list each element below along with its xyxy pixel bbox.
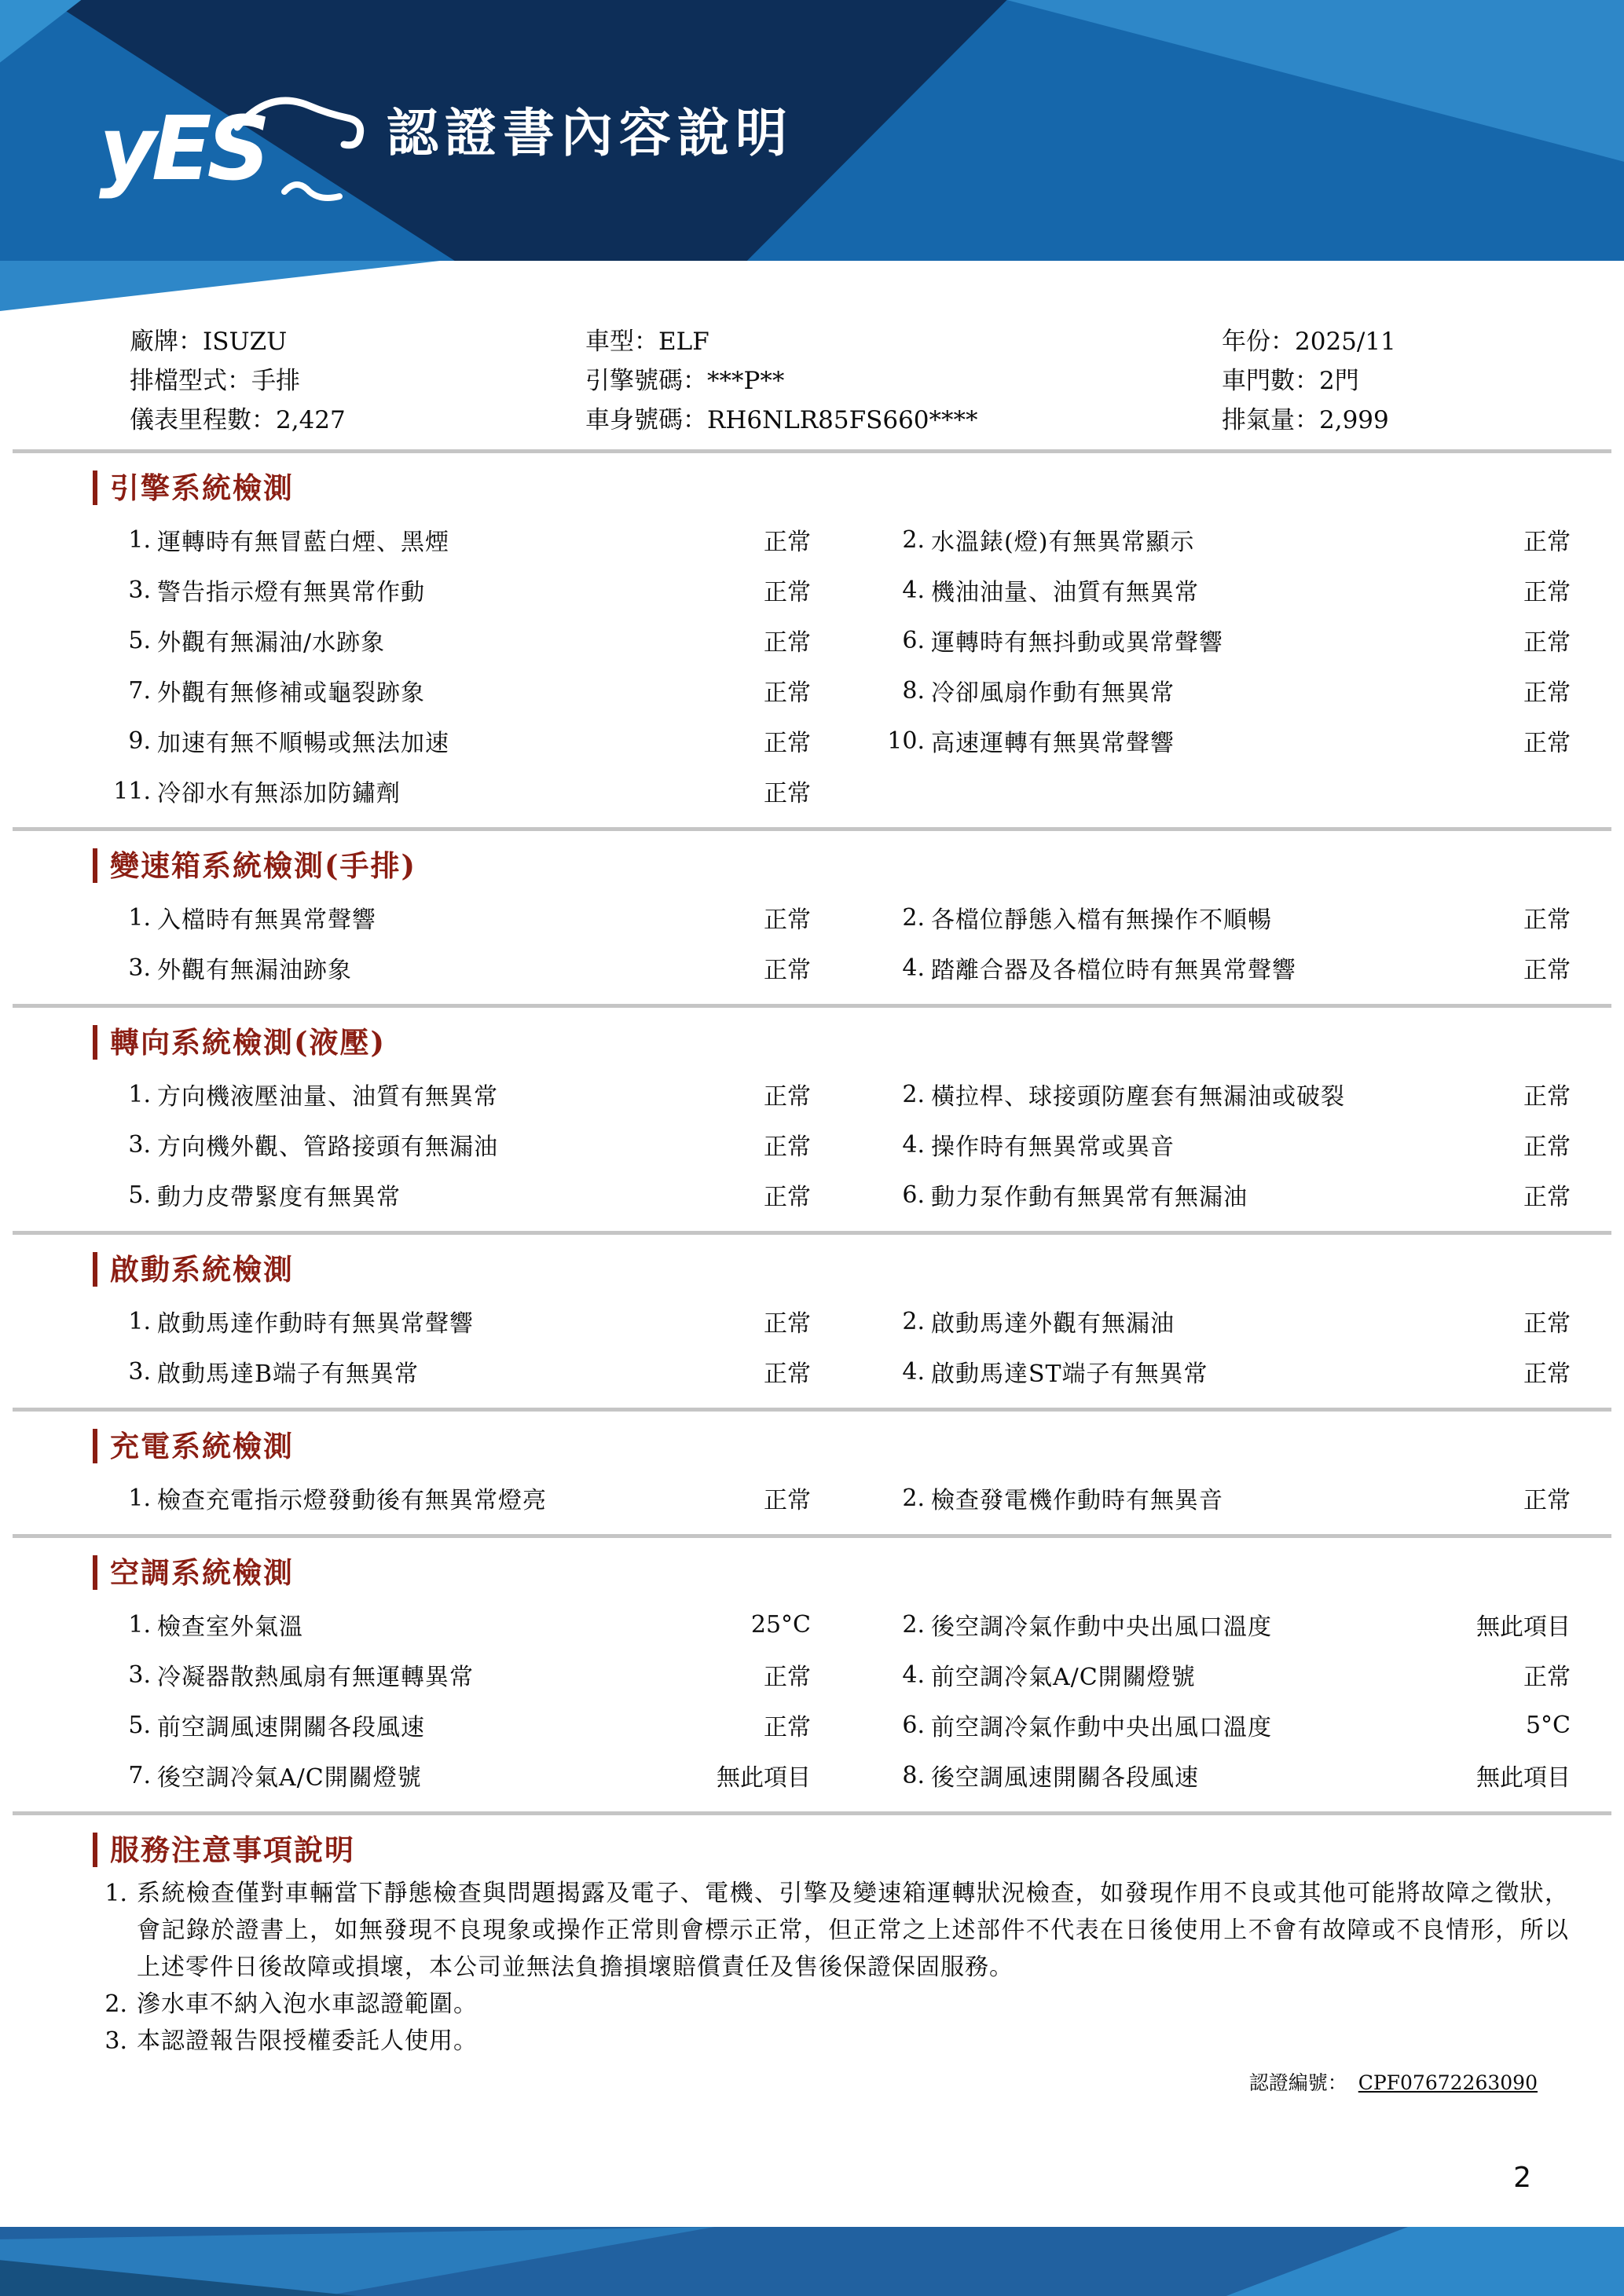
vehicle-info-field [1222, 401, 1624, 440]
section-divider [13, 1004, 1611, 1008]
checklist-row [0, 892, 1624, 943]
item-status: 正常 [764, 1310, 811, 1338]
item-text: 各檔位靜態入檔有無操作不順暢 [931, 906, 1272, 934]
item-number: 3. [128, 1130, 151, 1159]
checklist-row [0, 1750, 1624, 1800]
item-status: 正常 [764, 579, 811, 606]
page-header [0, 0, 1624, 311]
vehicle-info-field [130, 322, 585, 361]
item-number: 2. [902, 1610, 925, 1639]
section-divider [13, 1534, 1611, 1538]
vehicle-info-field [130, 361, 585, 401]
item-text: 前空調冷氣A/C開關燈號 [931, 1664, 1196, 1691]
item-number: 3. [128, 1661, 151, 1689]
item-text: 踏離合器及各檔位時有無異常聲響 [931, 957, 1296, 984]
item-text: 外觀有無修補或龜裂跡象 [157, 679, 425, 707]
item-number: 3. [128, 576, 151, 604]
checklist-row [0, 766, 1624, 816]
yes-logo [99, 79, 374, 215]
vehicle-info-field [585, 361, 1222, 401]
section-divider [13, 1811, 1611, 1815]
item-number: 5. [128, 1711, 151, 1739]
section-title: 充電系統檢測 [93, 1429, 1624, 1463]
item-status: 無此項目 [717, 1764, 811, 1792]
checklist-row [0, 665, 1624, 716]
field-label: 引擎號碼： [585, 367, 707, 395]
item-number: 5. [128, 1181, 151, 1209]
checklist-row [0, 1346, 1624, 1397]
field-value: 2025/11 [1295, 328, 1396, 356]
item-number: 1. [128, 525, 151, 554]
item-number: 2. [902, 1484, 925, 1512]
item-number: 3. [128, 954, 151, 982]
vehicle-info-field [1222, 322, 1624, 361]
item-text: 啟動馬達B端子有無異常 [157, 1360, 420, 1388]
note-item [93, 2023, 1569, 2060]
item-status: 正常 [1523, 906, 1571, 934]
item-status: 正常 [764, 679, 811, 707]
checklist-row [0, 1296, 1624, 1346]
checklist-row [0, 1069, 1624, 1119]
inspection-section [0, 848, 1624, 1008]
inspection-section [0, 1252, 1624, 1412]
section-title: 轉向系統檢測(液壓) [93, 1025, 1624, 1060]
item-number: 2. [902, 1080, 925, 1108]
item-status: 正常 [1523, 1487, 1571, 1514]
service-notes [0, 1872, 1624, 2060]
item-status: 正常 [1523, 679, 1571, 707]
item-text: 入檔時有無異常聲響 [157, 906, 376, 934]
section-rows [0, 1468, 1624, 1525]
note-text: 系統檢查僅對車輛當下靜態檢查與問題揭露及電子、電機、引擎及變速箱運轉狀況檢查，如發現作用不良或其他可能將故障之徵狀，會記錄於證書上，如無發現不良現象或操作正常則會標示正常，但正常之上述部件不代表在日後使用上不會有故障或不良情形，所以上述零件日後故障或損壞，本公司並無法負擔損壞賠償責任及售後保證保固服務。 [137, 1880, 1569, 1981]
sections [0, 471, 1624, 1815]
item-number: 1. [128, 1484, 151, 1512]
field-value: 2,427 [276, 406, 346, 434]
item-status: 無此項目 [1476, 1764, 1571, 1792]
item-text: 方向機液壓油量、油質有無異常 [157, 1083, 498, 1111]
page-title: 認證書內容說明 [387, 103, 794, 163]
field-value: ISUZU [203, 328, 288, 356]
item-number: 11. [113, 777, 151, 805]
field-value: ELF [658, 328, 709, 356]
page-number: 2 [1513, 2162, 1531, 2194]
checklist-row [0, 943, 1624, 993]
note-text: 本認證報告限授權委託人使用。 [137, 2027, 478, 2055]
item-status: 正常 [764, 1184, 811, 1211]
item-number: 7. [128, 676, 151, 705]
item-status: 正常 [764, 1360, 811, 1388]
page-footer [0, 2227, 1624, 2296]
car-underline-icon [284, 185, 339, 198]
field-value: 2門 [1319, 367, 1359, 395]
field-value: RH6NLR85FS660**** [707, 406, 978, 434]
section-rows [0, 510, 1624, 818]
item-number: 2. [902, 525, 925, 554]
item-text: 動力泵作動有無異常有無漏油 [931, 1184, 1248, 1211]
inspection-section [0, 471, 1624, 831]
item-number: 4. [902, 1130, 925, 1159]
item-text: 冷卻水有無添加防鏽劑 [157, 780, 401, 807]
item-number: 6. [902, 1181, 925, 1209]
item-number: 4. [902, 1357, 925, 1386]
item-text: 檢查充電指示燈發動後有無異常燈亮 [157, 1487, 547, 1514]
field-label: 車身號碼： [585, 406, 707, 434]
item-text: 運轉時有無冒藍白煙、黑煙 [157, 529, 449, 556]
note-text: 滲水車不納入泡水車認證範圍。 [137, 1990, 478, 2018]
header-diagonal-tail [0, 261, 440, 311]
item-status: 正常 [764, 957, 811, 984]
item-text: 檢查發電機作動時有無異音 [931, 1487, 1223, 1514]
item-status: 正常 [1523, 1133, 1571, 1161]
item-status: 正常 [764, 730, 811, 757]
field-value: 2,999 [1319, 406, 1389, 434]
checklist-row [0, 1170, 1624, 1220]
item-status: 正常 [1523, 529, 1571, 556]
item-number: 9. [128, 727, 151, 755]
vehicle-info-field [585, 401, 1222, 440]
item-text: 後空調冷氣A/C開關燈號 [157, 1764, 422, 1792]
item-status: 正常 [1523, 579, 1571, 606]
item-status: 正常 [1523, 1310, 1571, 1338]
item-status: 正常 [764, 1133, 811, 1161]
vehicle-info-field [1222, 361, 1624, 401]
field-label: 排檔型式： [130, 367, 251, 395]
note-number: 3. [104, 2027, 127, 2055]
item-status: 正常 [1523, 629, 1571, 657]
inspection-section [0, 1555, 1624, 1815]
item-text: 警告指示燈有無異常作動 [157, 579, 425, 606]
item-status: 正常 [1523, 1360, 1571, 1388]
checklist-row [0, 1119, 1624, 1170]
item-status: 25°C [750, 1610, 811, 1639]
certificate-number-value: CPF07672263090 [1358, 2071, 1538, 2094]
item-text: 啟動馬達ST端子有無異常 [931, 1360, 1208, 1388]
item-number: 5. [128, 626, 151, 654]
field-label: 車型： [585, 328, 658, 356]
item-status: 正常 [1523, 1664, 1571, 1691]
section-title: 空調系統檢測 [93, 1555, 1624, 1590]
item-number: 2. [902, 1307, 925, 1335]
item-number: 2. [902, 903, 925, 932]
item-text: 水溫錶(燈)有無異常顯示 [931, 529, 1195, 556]
item-status: 正常 [764, 1714, 811, 1741]
item-text: 橫拉桿、球接頭防塵套有無漏油或破裂 [931, 1083, 1345, 1111]
item-text: 方向機外觀、管路接頭有無漏油 [157, 1133, 498, 1161]
item-number: 7. [128, 1761, 151, 1789]
checklist-row [0, 565, 1624, 615]
section-divider [13, 1408, 1611, 1412]
item-number: 6. [902, 626, 925, 654]
item-text: 冷凝器散熱風扇有無運轉異常 [157, 1664, 474, 1691]
item-text: 運轉時有無抖動或異常聲響 [931, 629, 1223, 657]
item-status: 正常 [1523, 957, 1571, 984]
item-status: 正常 [764, 1664, 811, 1691]
item-number: 8. [902, 676, 925, 705]
item-status: 正常 [764, 629, 811, 657]
item-status: 正常 [764, 780, 811, 807]
certificate-number-label: 認證編號： [1248, 2071, 1347, 2094]
item-text: 前空調風速開關各段風速 [157, 1714, 425, 1741]
field-label: 車門數： [1222, 367, 1319, 395]
item-number: 6. [902, 1711, 925, 1739]
section-divider [13, 827, 1611, 831]
checklist-row [0, 1473, 1624, 1523]
item-number: 1. [128, 1610, 151, 1639]
checklist-row [0, 1599, 1624, 1650]
item-number: 1. [128, 1080, 151, 1108]
vehicle-info-field [130, 401, 585, 440]
note-item [93, 1875, 1569, 1986]
checklist-row [0, 1650, 1624, 1700]
field-label: 年份： [1222, 328, 1295, 356]
item-status: 正常 [1523, 1184, 1571, 1211]
vehicle-info [0, 322, 1624, 440]
item-number: 4. [902, 954, 925, 982]
section-rows [0, 888, 1624, 994]
section-title: 變速箱系統檢測(手排) [93, 848, 1624, 883]
item-text: 機油油量、油質有無異常 [931, 579, 1199, 606]
item-status: 正常 [764, 529, 811, 556]
item-status: 正常 [1523, 1083, 1571, 1111]
item-text: 外觀有無漏油跡象 [157, 957, 352, 984]
certificate-number-line [0, 2067, 1549, 2096]
item-text: 加速有無不順暢或無法加速 [157, 730, 449, 757]
item-text: 啟動馬達外觀有無漏油 [931, 1310, 1175, 1338]
vehicle-info-field [585, 322, 1222, 361]
checklist-row [0, 1700, 1624, 1750]
item-text: 操作時有無異常或異音 [931, 1133, 1175, 1161]
field-label: 儀表里程數： [130, 406, 276, 434]
note-number: 1. [104, 1880, 127, 1907]
section-title: 引擎系統檢測 [93, 471, 1624, 505]
item-status: 正常 [764, 1487, 811, 1514]
item-text: 啟動馬達作動時有無異常聲響 [157, 1310, 474, 1338]
item-text: 冷卻風扇作動有無異常 [931, 679, 1175, 707]
item-status: 正常 [1523, 730, 1571, 757]
item-number: 8. [902, 1761, 925, 1789]
item-text: 高速運轉有無異常聲響 [931, 730, 1175, 757]
section-title: 啟動系統檢測 [93, 1252, 1624, 1287]
section-rows [0, 1064, 1624, 1221]
logo-text: yES [99, 98, 266, 200]
item-number: 10. [887, 727, 925, 755]
field-value: 手排 [251, 367, 300, 395]
item-number: 1. [128, 903, 151, 932]
item-text: 後空調風速開關各段風速 [931, 1764, 1199, 1792]
item-status: 5°C [1525, 1711, 1571, 1739]
item-number: 3. [128, 1357, 151, 1386]
note-item [93, 1986, 1569, 2023]
section-rows [0, 1291, 1624, 1398]
section-divider [13, 449, 1611, 453]
item-text: 檢查室外氣溫 [157, 1613, 303, 1641]
yes-car-logo-icon [99, 79, 374, 212]
checklist-row [0, 514, 1624, 565]
checklist-row [0, 716, 1624, 766]
section-rows [0, 1595, 1624, 1802]
item-status: 正常 [764, 906, 811, 934]
item-number: 4. [902, 1661, 925, 1689]
item-number: 1. [128, 1307, 151, 1335]
field-label: 廠牌： [130, 328, 203, 356]
item-text: 動力皮帶緊度有無異常 [157, 1184, 401, 1211]
note-number: 2. [104, 1990, 127, 2018]
inspection-section [0, 1429, 1624, 1538]
field-label: 排氣量： [1222, 406, 1319, 434]
item-text: 後空調冷氣作動中央出風口溫度 [931, 1613, 1272, 1641]
section-divider [13, 1231, 1611, 1235]
inspection-section [0, 1025, 1624, 1235]
notes-section-title: 服務注意事項說明 [93, 1833, 1624, 1867]
item-text: 前空調冷氣作動中央出風口溫度 [931, 1714, 1272, 1741]
checklist-row [0, 615, 1624, 665]
item-status: 正常 [764, 1083, 811, 1111]
item-number: 4. [902, 576, 925, 604]
field-value: ***P** [707, 367, 785, 395]
item-text: 外觀有無漏油/水跡象 [157, 629, 386, 657]
item-status: 無此項目 [1476, 1613, 1571, 1641]
